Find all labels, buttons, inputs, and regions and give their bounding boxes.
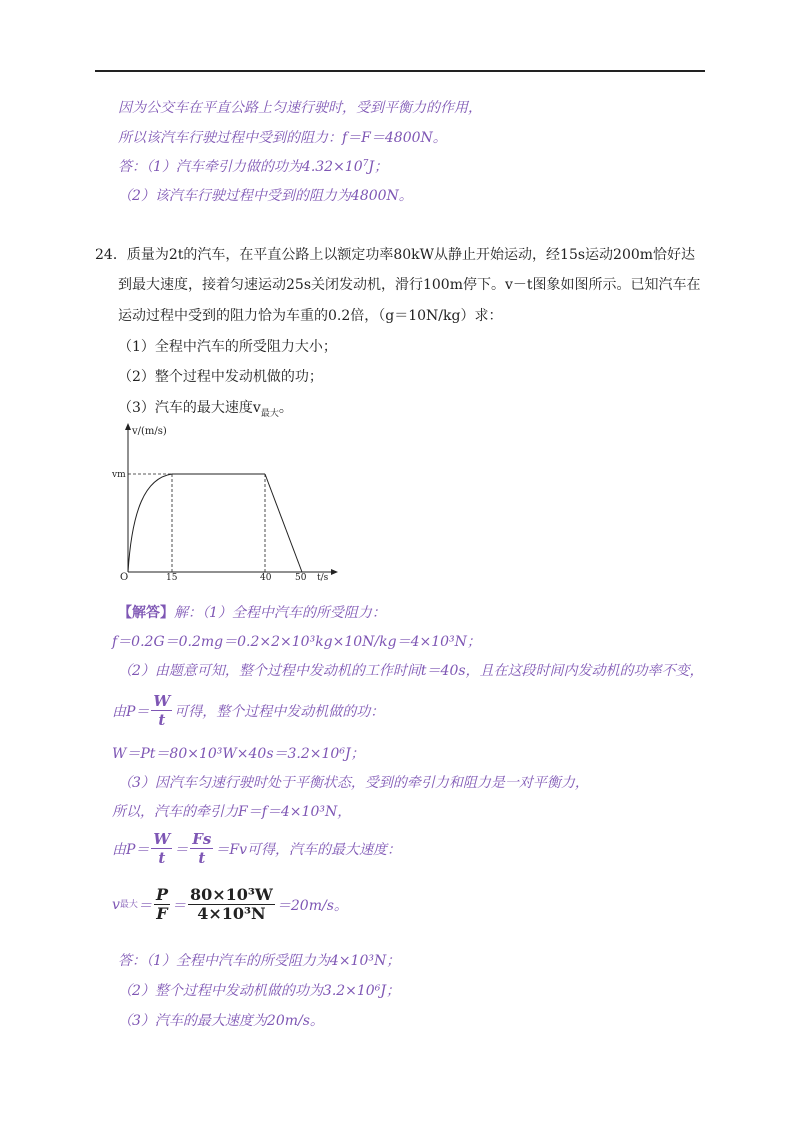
prev-answer-1-exp: 7 [362, 159, 369, 169]
solution-line7: 所以，汽车的牵引力F＝f＝4×10³N， [112, 804, 352, 820]
fraction-num: Fs [192, 830, 212, 848]
fraction-num: W [153, 692, 171, 710]
equals-sign: ＝ [171, 897, 186, 914]
power-formula-prefix: 由P＝ [112, 703, 150, 720]
fraction-den: t [158, 711, 166, 729]
fraction-values [188, 886, 275, 923]
problem-line1: 24．质量为2t的汽车，在平直公路上以额定功率80kW从静止开始运动，经15s运动200m恰好达 [95, 247, 696, 263]
question-2: （2）整个过程中发动机做的功； [118, 369, 323, 385]
question-3-suffix: 。 [278, 400, 293, 416]
question-3 [118, 398, 293, 418]
solution-line1 [118, 603, 386, 623]
x-axis-label: t/s [317, 573, 329, 583]
solution-line2: f＝0.2G＝0.2mg＝0.2×2×10³kg×10N/kg＝4×10³N； [112, 634, 481, 650]
solution-line1-text: 解：（1）全程中汽车的所受阻力： [174, 605, 386, 621]
x-tick-40: 40 [260, 573, 272, 583]
solution-tag: 【解答】 [118, 605, 174, 621]
vt-graph [110, 420, 350, 590]
velocity-formula [112, 830, 401, 867]
fraction-den: t [198, 849, 206, 867]
v-symbol: v [112, 896, 120, 913]
fraction-den: 4×10³N [197, 904, 266, 923]
fraction-den: F [156, 904, 168, 923]
velocity-formula-suffix: ＝Fv可得，汽车的最大速度： [215, 841, 402, 858]
power-formula-suffix: 可得，整个过程中发动机做的功： [174, 703, 385, 720]
equals-sign: ＝ [174, 841, 189, 858]
prev-solution-line2: 所以该汽车行驶过程中受到的阻力：f＝F＝4800N。 [118, 130, 447, 146]
fraction-p-f [154, 886, 170, 923]
y-axis-label: v/(m/s) [132, 426, 167, 437]
fraction-den: t [158, 849, 166, 867]
fraction-w-t-2 [151, 830, 172, 867]
vm-label: vm [112, 470, 126, 480]
question-3-text: （3）汽车的最大速度v [118, 400, 261, 416]
max-speed-result: ＝20m/s。 [276, 897, 348, 914]
header-rule [95, 70, 705, 72]
solution-line6: （3）因汽车匀速行驶时处于平衡状态，受到的牵引力和阻力是一对平衡力， [118, 775, 589, 791]
fraction-fs-t [190, 830, 213, 867]
prev-answer-1-suffix: J； [368, 159, 388, 175]
question-3-sub: 最大 [260, 408, 279, 419]
prev-solution-line1: 因为公交车在平直公路上匀速行驶时，受到平衡力的作用， [118, 100, 482, 116]
fraction-num: 80×10³W [189, 885, 273, 904]
decel-line [265, 474, 302, 572]
x-tick-15: 15 [166, 573, 178, 583]
prev-answer-1-text: 答：（1）汽车牵引力做的功为4.32×10 [118, 159, 363, 175]
problem-line2: 到最大速度，接着匀速运动25s关闭发动机，滑行100m停下。v－t图象如图所示。已知汽车在 [118, 277, 701, 293]
velocity-formula-prefix: 由P＝ [112, 841, 150, 858]
prev-answer-1 [118, 157, 388, 177]
answer-3: （3）汽车的最大速度为20m/s。 [118, 1013, 324, 1029]
answer-2: （2）整个过程中发动机做的功为3.2×10⁶J； [118, 983, 400, 999]
question-1: （1）全程中汽车的所受阻力大小； [118, 339, 337, 355]
equals-sign: ＝ [137, 897, 152, 914]
x-tick-50: 50 [295, 573, 307, 583]
problem-line3: 运动过程中受到的阻力恰为车重的0.2倍，（g＝10N/kg）求： [118, 308, 503, 324]
solution-line3: （2）由题意可知，整个过程中发动机的工作时间t＝40s，且在这段时间内发动机的功率不变， [118, 663, 704, 679]
origin-label: O [120, 572, 129, 583]
answer-1: 答：（1）全程中汽车的所受阻力为4×10³N； [118, 953, 401, 969]
accel-curve [128, 474, 172, 572]
fraction-num: P [155, 885, 168, 904]
solution-work-line: W＝Pt＝80×10³W×40s＝3.2×10⁶J； [112, 746, 365, 762]
prev-answer-2: （2）该汽车行驶过程中受到的阻力为4800N。 [118, 188, 413, 204]
power-formula [112, 692, 384, 729]
fraction-w-t [151, 692, 172, 729]
max-speed-calc: v 最大 ＝ $\frac{P}{F}$ ＝ $\frac{\text{80×10³W}}{\text{4×10³N}}$ ＝20m/s。 [112, 885, 348, 923]
fraction-num: W [153, 830, 171, 848]
